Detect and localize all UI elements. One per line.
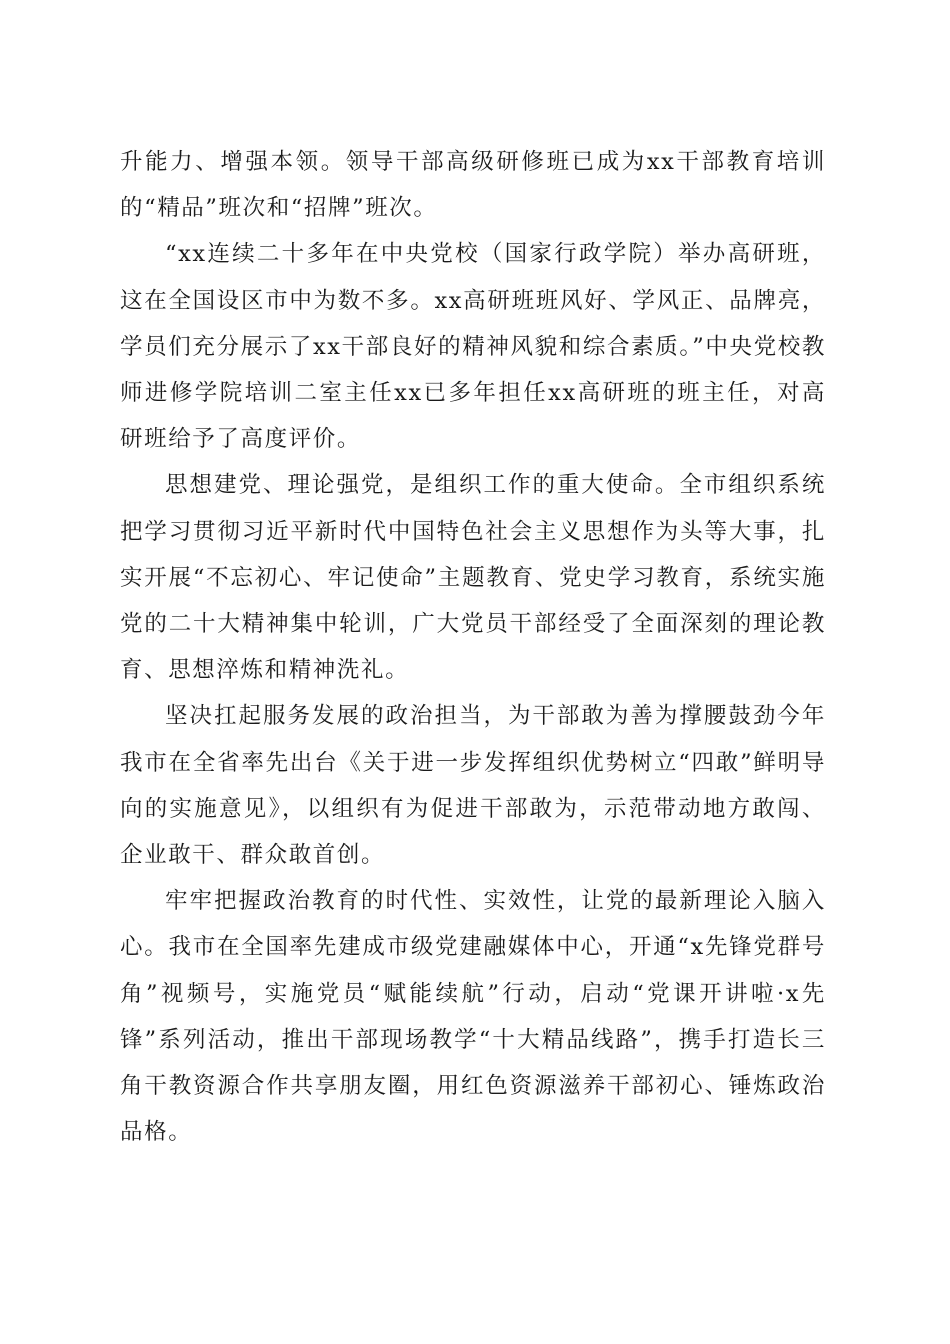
paragraph-2: “xx连续二十多年在中央党校（国家行政学院）举办高研班，这在全国设区市中为数不多。xx高研班班风好、学风正、品牌亮，学员们充分展示了xx干部良好的精神风貌和综合素质。”中央党校教师进修学院培训二室主任xx已多年担任xx高研班的班主任，对高研班给予了高度评价。 [120,241,826,453]
paragraph-5: 牢牢把握政治教育的时代性、实效性，让党的最新理论入脑入心。我市在全国率先建成市级党建融媒体中心，开通“x先锋党群号角”视频号，实施党员“赋能续航”行动，启动“党课开讲啦·x先锋”系列活动，推出干部现场教学“十大精品线路”，携手打造长三角干教资源合作共享朋友圈，用红色资源滋养干部初心、锤炼政治品格。 [120,888,826,1146]
paragraph-4: 坚决扛起服务发展的政治担当，为干部敢为善为撑腰鼓劲今年我市在全省率先出台《关于进一步发挥组织优势树立“四敢”鲜明导向的实施意见》，以组织有为促进干部敢为，示范带动地方敢闯、企业敢干、群众敢首创。 [120,703,826,869]
paragraph-3: 思想建党、理论强党，是组织工作的重大使命。全市组织系统把学习贯彻习近平新时代中国特色社会主义思想作为头等大事，扎实开展“不忘初心、牢记使命”主题教育、党史学习教育，系统实施党的二十大精神集中轮训，广大党员干部经受了全面深刻的理论教育、思想淬炼和精神洗礼。 [120,472,826,684]
paragraph-1: 升能力、增强本领。领导干部高级研修班已成为xx干部教育培训的“精品”班次和“招牌”班次。 [120,149,826,222]
document-body [120,139,826,1155]
